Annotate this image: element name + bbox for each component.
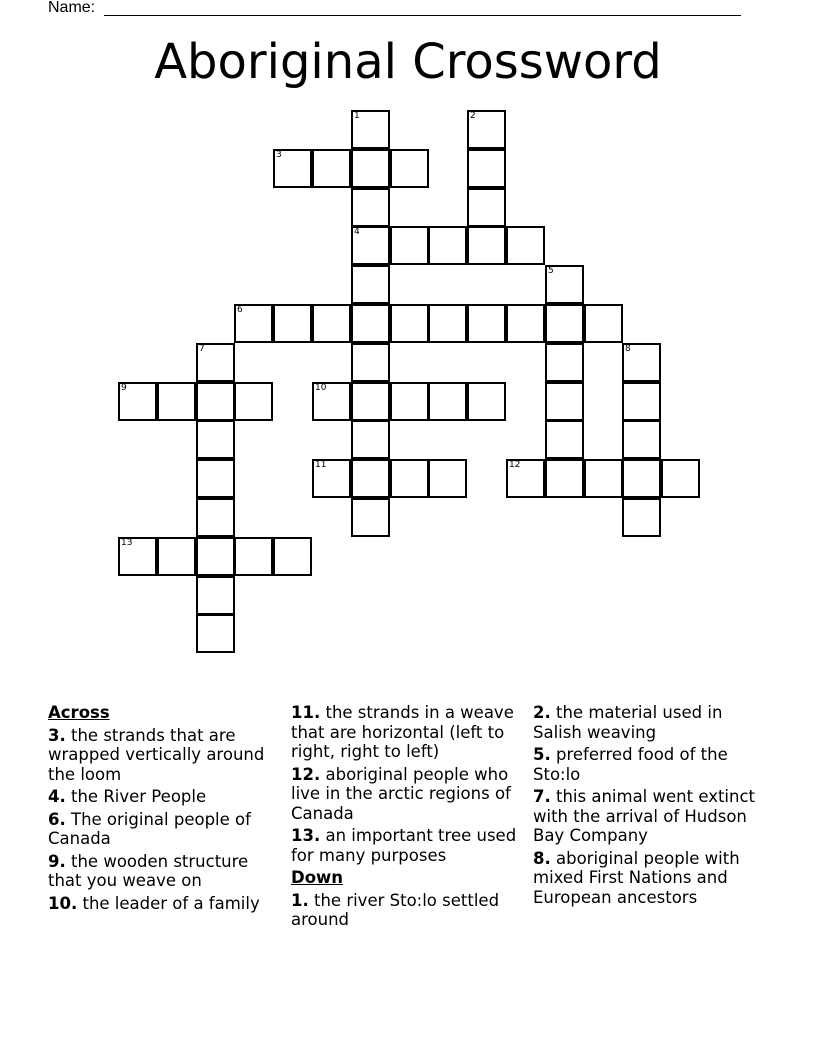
clue-across-11 (291, 703, 527, 762)
grid-cell[interactable] (273, 304, 312, 343)
cell-number: 9 (121, 383, 127, 393)
grid-cell[interactable] (428, 382, 467, 421)
clue-number: 6. (48, 809, 66, 829)
grid-cell[interactable] (312, 304, 351, 343)
grid-cell[interactable] (118, 537, 157, 576)
clue-across-4 (48, 787, 284, 807)
grid-cell[interactable] (234, 537, 273, 576)
grid-cell[interactable] (196, 420, 235, 459)
cell-number: 11 (315, 460, 327, 470)
clue-text: this animal went extinct with the arrival of Hudson Bay Company (533, 787, 756, 845)
grid-cell[interactable] (467, 382, 506, 421)
grid-cell[interactable] (196, 498, 235, 537)
cell-number: 12 (509, 460, 521, 470)
grid-cell[interactable] (390, 382, 429, 421)
grid-cell[interactable] (312, 149, 351, 188)
grid-cell[interactable] (273, 537, 312, 576)
grid-cell[interactable] (467, 149, 506, 188)
clue-across-9 (48, 852, 284, 891)
grid-cell[interactable] (467, 226, 506, 265)
clue-number: 9. (48, 851, 66, 871)
grid-cell[interactable] (351, 459, 390, 498)
clue-across-3 (48, 726, 284, 785)
grid-cell[interactable] (351, 304, 390, 343)
grid-cell[interactable] (545, 265, 584, 304)
grid-cell[interactable] (467, 304, 506, 343)
grid-cell[interactable] (584, 459, 623, 498)
grid-cell[interactable] (506, 304, 545, 343)
grid-cell[interactable] (622, 420, 661, 459)
grid-cell[interactable] (545, 459, 584, 498)
grid-cell[interactable] (351, 343, 390, 382)
clue-column-3 (533, 703, 773, 910)
clue-text: the material used in Salish weaving (533, 703, 723, 742)
grid-cell[interactable] (390, 149, 429, 188)
grid-cell[interactable] (157, 382, 196, 421)
grid-cell[interactable] (234, 382, 273, 421)
clue-text: the wooden structure that you weave on (48, 851, 249, 890)
grid-cell[interactable] (467, 110, 506, 149)
clue-number: 4. (48, 787, 66, 806)
clue-number: 2. (533, 703, 551, 722)
clue-text: aboriginal people who live in the arctic regions of Canada (291, 764, 511, 823)
grid-cell[interactable] (506, 226, 545, 265)
grid-cell[interactable] (584, 304, 623, 343)
grid-cell[interactable] (351, 420, 390, 459)
cell-number: 1 (354, 111, 360, 121)
cell-number: 5 (548, 266, 554, 276)
grid-cell[interactable] (196, 459, 235, 498)
grid-cell[interactable] (622, 343, 661, 382)
clue-across-10 (48, 894, 284, 914)
clue-number: 11. (291, 703, 321, 722)
grid-cell[interactable] (622, 382, 661, 421)
cell-number: 3 (276, 150, 282, 160)
grid-cell[interactable] (467, 188, 506, 227)
grid-cell[interactable] (390, 304, 429, 343)
cell-number: 2 (470, 111, 476, 121)
clue-number: 12. (291, 764, 321, 784)
cell-number: 6 (237, 305, 243, 315)
clue-text: an important tree used for many purposes (291, 826, 517, 865)
clue-down-8 (533, 849, 773, 908)
clue-text: the strands that are wrapped vertically around the loom (48, 725, 265, 784)
grid-cell[interactable] (312, 459, 351, 498)
grid-cell[interactable] (545, 304, 584, 343)
clue-text: preferred food of the Sto:lo (533, 745, 728, 784)
grid-cell[interactable] (428, 226, 467, 265)
grid-cell[interactable] (390, 226, 429, 265)
cell-number: 7 (199, 344, 205, 354)
grid-cell[interactable] (622, 459, 661, 498)
puzzle-title: Aboriginal Crossword (154, 34, 662, 90)
cell-number: 13 (121, 538, 133, 548)
cell-number: 8 (625, 344, 631, 354)
cell-number: 10 (315, 383, 327, 393)
clue-column-1 (48, 703, 284, 916)
grid-cell[interactable] (196, 343, 235, 382)
grid-cell[interactable] (196, 614, 235, 653)
grid-cell[interactable] (351, 110, 390, 149)
clue-number: 10. (48, 893, 78, 913)
clue-column-2 (291, 703, 527, 933)
clue-text: The original people of Canada (48, 809, 251, 848)
grid-cell[interactable] (545, 420, 584, 459)
grid-cell[interactable] (545, 343, 584, 382)
clue-down-1 (291, 891, 527, 930)
grid-cell[interactable] (351, 265, 390, 304)
down-heading: Down (291, 868, 344, 887)
clue-text: the river Sto:lo settled around (291, 890, 500, 929)
grid-cell[interactable] (428, 304, 467, 343)
grid-cell[interactable] (273, 149, 312, 188)
grid-cell[interactable] (234, 304, 273, 343)
clue-text: the leader of a family (77, 893, 260, 913)
grid-cell[interactable] (196, 537, 235, 576)
grid-cell[interactable] (196, 576, 235, 615)
grid-cell[interactable] (622, 498, 661, 537)
clue-number: 3. (48, 725, 66, 745)
clue-text: the River People (65, 787, 207, 806)
grid-cell[interactable] (545, 382, 584, 421)
grid-cell[interactable] (661, 459, 700, 498)
across-heading: Across (48, 703, 110, 722)
clue-down-5 (533, 745, 773, 784)
clue-down-7 (533, 787, 773, 846)
clue-text: aboriginal people with mixed First Nations and European ancestors (533, 848, 740, 907)
clue-text: the strands in a weave that are horizontal (left to right, right to left) (291, 703, 514, 761)
clue-across-12 (291, 765, 527, 824)
grid-cell[interactable] (506, 459, 545, 498)
clue-number: 5. (533, 745, 551, 764)
grid-cell[interactable] (390, 459, 429, 498)
grid-cell[interactable] (312, 382, 351, 421)
grid-cell[interactable] (351, 226, 390, 265)
cell-number: 4 (354, 227, 360, 237)
grid-cell[interactable] (351, 188, 390, 227)
grid-cell[interactable] (428, 459, 467, 498)
clue-number: 13. (291, 826, 321, 845)
grid-cell[interactable] (351, 149, 390, 188)
clue-number: 7. (533, 787, 551, 806)
clue-number: 1. (291, 890, 309, 910)
clue-across-6 (48, 810, 284, 849)
clue-number: 8. (533, 848, 551, 868)
grid-cell[interactable] (157, 537, 196, 576)
name-label: Name: (48, 0, 96, 16)
grid-cell[interactable] (351, 382, 390, 421)
clue-down-2 (533, 703, 773, 742)
grid-cell[interactable] (118, 382, 157, 421)
grid-cell[interactable] (196, 382, 235, 421)
clue-across-13 (291, 826, 527, 865)
grid-cell[interactable] (351, 498, 390, 537)
